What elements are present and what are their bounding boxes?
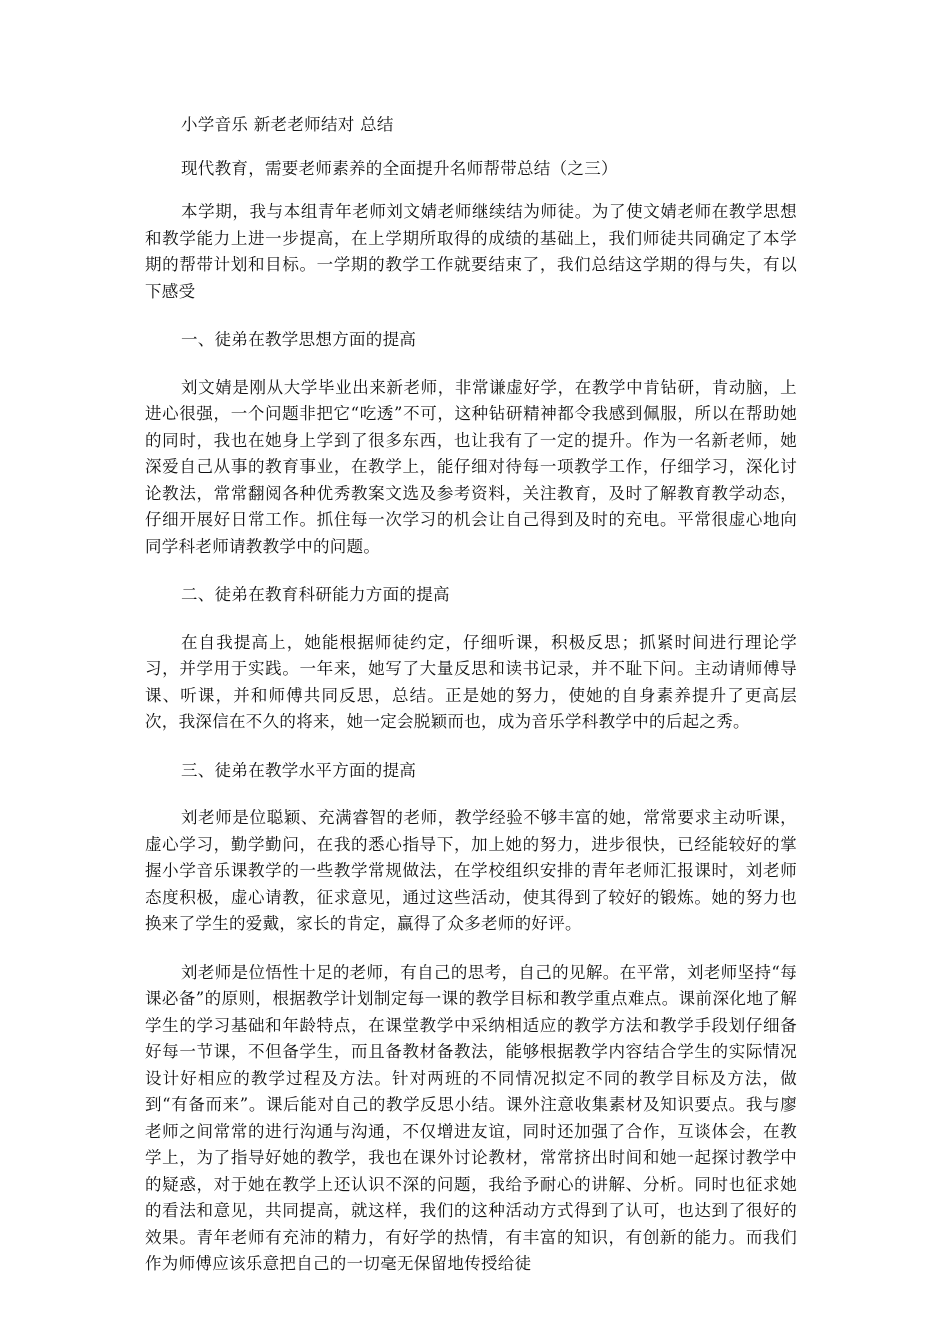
section-heading-1: 一、徒弟在教学思想方面的提高 bbox=[181, 330, 417, 349]
section-heading-2: 二、徒弟在教育科研能力方面的提高 bbox=[181, 585, 450, 604]
document-page bbox=[145, 112, 797, 1332]
intro-paragraph: 本学期，我与本组青年老师刘文婧老师继续结为师徒。为了使文婧老师在教学思想和教学能力上进一步提高，在上学期所取得的成绩的基础上，我们师徒共同确定了本学期的帮带计划和目标。一学期的教学工作就要结束了，我们总结这学期的得与失，有以下感受 bbox=[145, 202, 797, 301]
document-title: 小学音乐 新老老师结对 总结 bbox=[181, 115, 394, 134]
section-paragraph-2: 在自我提高上，她能根据师徒约定，仔细听课，积极反思；抓紧时间进行理论学习，并学用于实践。一年来，她写了大量反思和读书记录，并不耻下问。主动请师傅导课、听课，并和师傅共同反思，总结。正是她的努力，使她的自身素养提升了更高层次，我深信在不久的将来，她一定会脱颖而也，成为音乐学科教学中的后起之秀。 bbox=[145, 632, 797, 731]
section-heading-3: 三、徒弟在教学水平方面的提高 bbox=[181, 760, 417, 780]
section-paragraph-3b: 刘老师是位悟性十足的老师，有自己的思考，自己的见解。在平常，刘老师坚持“每课必备”的原则，根据教学计划制定每一课的教学目标和教学重点难点。课前深化地了解学生的学习基础和年龄特点，在课堂教学中采纳相适应的教学方法和教学手段划仔细备好每一节课，不但备学生，而且备教材备教法，能够根据教学内容结合学生的实际情况设计好相应的教学过程及方法。针对两班的不同情况拟定不同的教学目标及方法，做到“有备而来”。课后能对自己的教学反思小结。课外注意收集素材及知识要点。我与廖老师之间常常的进行沟通与沟通，不仅增进友谊，同时还加强了合作，互谈体会，在教学上，为了指导好她的教学，我也在课外讨论教材，常常挤出时间和她一起探讨教学中的疑惑，对于她在教学上还认识不深的问题，我给予耐心的讲解、分析。同时也征求她的看法和意见，共同提高，就这样，我们的这种活动方式得到了认可，也达到了很好的效果。青年老师有充沛的精力，有好学的热情，有丰富的知识，有创新的能力。而我们作为师傅应该乐意把自己的一切毫无保留地传授给徒 bbox=[145, 962, 797, 1273]
section-paragraph-1: 刘文婧是刚从大学毕业出来新老师，非常谦虚好学，在教学中肯钻研，肯动脑，上进心很强，一个问题非把它“吃透”不可，这种钻研精神都令我感到佩服，所以在帮助她的同时，我也在她身上学到了很多东西，也让我有了一定的提升。作为一名新老师，她深爱自己从事的教育事业，在教学上，能仔细对待每一项教学工作，仔细学习，深化讨论教法，常常翻阅各种优秀教案文选及参考资料，关注教育，及时了解教育教学动态，仔细开展好日常工作。抓住每一次学习的机会让自己得到及时的充电。平常很虚心地向同学科老师请教教学中的问题。 bbox=[145, 377, 797, 556]
section-paragraph-3a: 刘老师是位聪颖、充满睿智的老师，教学经验不够丰富的她，常常要求主动听课，虚心学习，勤学勤问，在我的悉心指导下，加上她的努力，进步很快，已经能较好的掌握小学音乐课教学的一些教学常规做法，在学校组织安排的青年老师汇报课时，刘老师态度积极，虚心请教，征求意见，通过这些活动，使其得到了较好的锻炼。她的努力也换来了学生的爱戴，家长的肯定，赢得了众多老师的好评。 bbox=[145, 808, 797, 933]
document-subtitle: 现代教育，需要老师素养的全面提升名师帮带总结（之三） bbox=[181, 158, 618, 178]
